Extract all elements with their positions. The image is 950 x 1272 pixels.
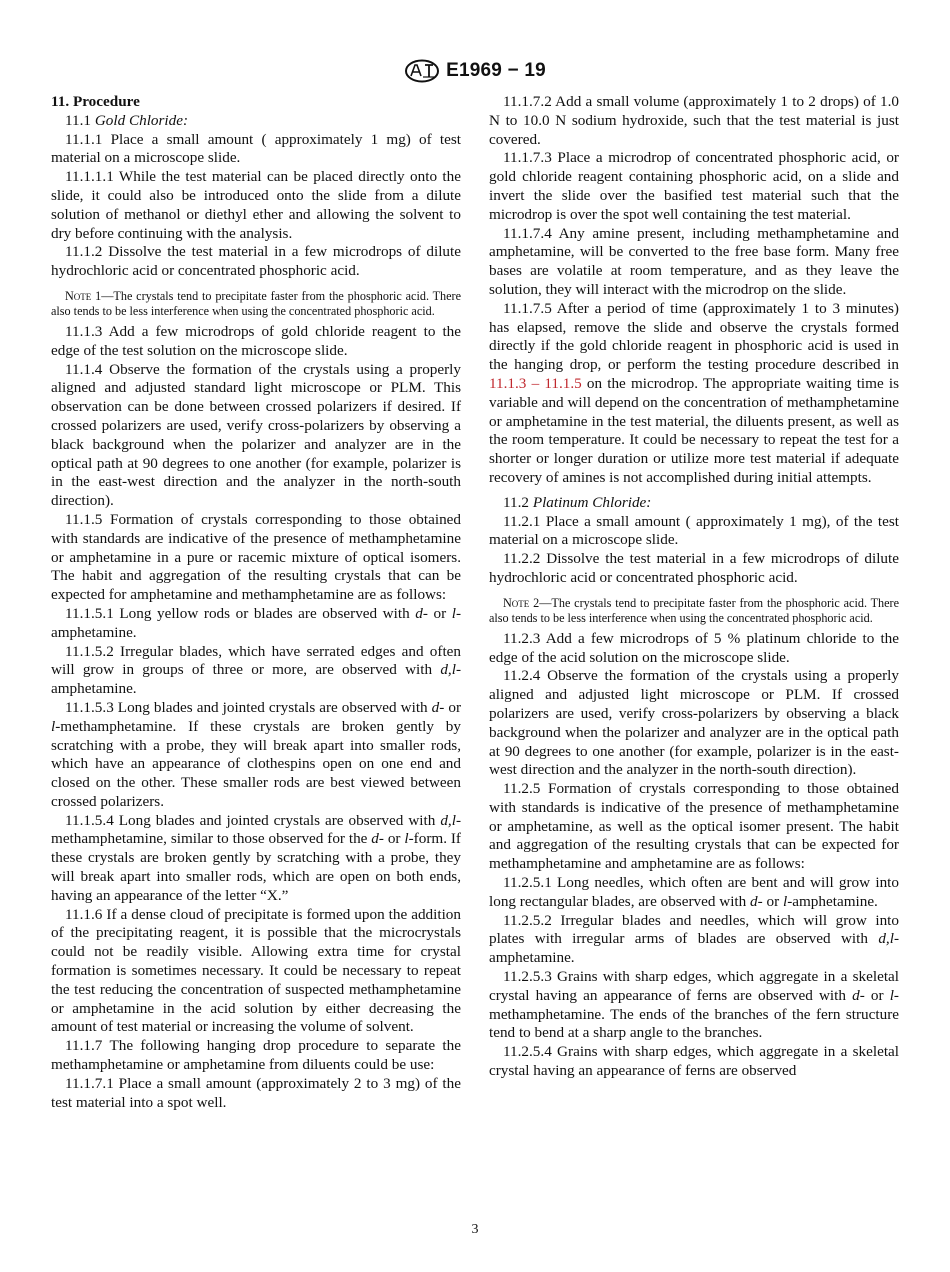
paragraph-11-2-5: 11.2.5 Formation of crystals corresponding to those obtained with standards is indicative of the presence of methamphetamine or amphetamine, as well as the optical isomer present. The habit and aggregation of the resulting crystals that can be expected for methamphetamine and amphetamine are as follows: <box>489 780 899 873</box>
paragraph-11-2-5-2: 11.2.5.2 Irregular blades and needles, which will grow into plates with irregular arms of blades are observed with d,l-amphetamine. <box>489 911 899 967</box>
paragraph-11-2-1: 11.2.1 Place a small amount ( approximately 1 mg), of the test material on a microscope slide. <box>489 512 899 549</box>
paragraph-11-1-2: 11.1.2 Dissolve the test material in a few microdrops of dilute hydrochloric acid or concentrated phosphoric acid. <box>51 243 461 280</box>
paragraph-11-1-7-2: 11.1.7.2 Add a small volume (approximately 1 to 2 drops) of 1.0 N to 10.0 N sodium hydroxide, such that the test material is just covered. <box>489 93 899 148</box>
paragraph-11-1-5-4: 11.1.5.4 Long blades and jointed crystals are observed with d,l-methamphetamine, similar to those observed for the d- or l-form. If these crystals are broken gently by scratching with a probe, they will break apart into smaller rods, which are open on both ends, having an appearance of the letter “X.” <box>51 811 461 904</box>
paragraph-11-1-5-1: 11.1.5.1 Long yellow rods or blades are observed with d- or l-amphetamine. <box>51 604 461 641</box>
paragraph-11-1-1: 11.1.1 Place a small amount ( approximately 1 mg) of test material on a microscope slide. <box>51 130 461 167</box>
paragraph-11-1-5-3: 11.1.5.3 Long blades and jointed crystals are observed with d- or l-methamphetamine. If these crystals are broken gently by scratching with a probe, they will break apart into smaller rods, which have an appearance of clothespins open on one end and closed on the other. These smaller rods are best viewed between crossed polarizers. <box>51 698 461 810</box>
paragraph-11-1-7-3: 11.1.7.3 Place a microdrop of concentrated phosphoric acid, or gold chloride reagent containing phosphoric acid, on a slide and invert the slide over the basified test material such that the microdrop is over the spot well containing the test material. <box>489 149 899 223</box>
paragraph-11-1-3: 11.1.3 Add a few microdrops of gold chloride reagent to the edge of the test solution on the microscope slide. <box>51 322 461 359</box>
paragraph-11-2-2: 11.2.2 Dissolve the test material in a few microdrops of dilute hydrochloric acid or concentrated phosphoric acid. <box>489 550 899 586</box>
paragraph-11-2-5-4: 11.2.5.4 Grains with sharp edges, which aggregate in a skeletal crystal having an appearance of ferns are observed <box>489 1043 899 1080</box>
paragraph-11-1-1-1: 11.1.1.1 While the test material can be placed directly onto the slide, it could also be introduced onto the slide from a dilute solution of methanol or diethyl ether and allowing the solvent to dry before continuing with the analysis. <box>51 168 461 242</box>
cross-reference-link[interactable]: 11.1.3 – 11.1.5 <box>489 374 582 392</box>
paragraph-11-1-7-1: 11.1.7.1 Place a small amount (approximately 2 to 3 mg) of the test material into a spot well. <box>51 1074 461 1111</box>
astm-logo-icon <box>404 59 440 83</box>
right-column <box>489 93 899 1081</box>
paragraph-11-1-7-4: 11.1.7.4 Any amine present, including methamphetamine and amphetamine, will be converted to the free base form. Many free bases are volatile at room temperature, and as they leave the solution, they will interact with the microdrop on the slide. <box>489 224 899 298</box>
paragraph-11-1: 11.1 Gold Chloride: <box>65 111 189 129</box>
paragraph-11-2-4: 11.2.4 Observe the formation of the crystals using a properly aligned and adjusted light microscope or PLM. If crossed polarizers are used, verify cross-polarizers by observing a black background when the polarizer and analyzer are in the optical path at 90 degrees to one another (for example, polarizer is in the east-west direction and the analyzer in the north-south direction). <box>489 667 899 779</box>
page-header <box>0 58 950 84</box>
paragraph-11-2-5-3: 11.2.5.3 Grains with sharp edges, which aggregate in a skeletal crystal having an appearance of ferns are observed with d- or l-methamphetamine. The ends of the branches of the fern structure tend to bend at a sharp angle to the branches. <box>489 968 899 1042</box>
paragraph-11-1-5: 11.1.5 Formation of crystals corresponding to those obtained with standards are indicative of the presence of methamphetamine or amphetamine in a pure or racemic mixture of optical isomers. The habit and aggregation of the resulting crystals that can be expected for amphetamine and methamphetamine are as follows: <box>51 510 461 604</box>
page-number: 3 <box>471 1222 479 1237</box>
paragraph-11-1-5-2: 11.1.5.2 Irregular blades, which have serrated edges and often will grow in groups of three or more, are observed with d,l-amphetamine. <box>51 642 461 698</box>
paragraph-11-2-3: 11.2.3 Add a few microdrops of 5 % platinum chloride to the edge of the acid solution on the microscope slide. <box>489 629 899 666</box>
paragraph-11-2: 11.2 Platinum Chloride: <box>503 493 652 511</box>
paragraph-11-2-5-1: 11.2.5.1 Long needles, which often are bent and will grow into long rectangular blades, are observed with d- or l-amphetamine. <box>489 874 899 910</box>
section-heading: 11. Procedure <box>51 93 140 110</box>
document-id: E1969 − 19 <box>446 60 546 81</box>
note-1: Note 1—The crystals tend to precipitate faster from the phosphoric acid. There also tends to be less interference when using the concentrated phosphoric acid. <box>51 288 462 318</box>
paragraph-11-1-4: 11.1.4 Observe the formation of the crystals using a properly aligned and adjusted standard light microscope or PLM. This observation can be done between crossed polarizers if desired. If crossed polarizers are used, verify cross-polarizers by observing a black background when the polarizer and analyzer are in the optical path at 90 degrees to one another (for example, polarizer is in the east-west direction and the analyzer in the north-south direction). <box>51 360 461 510</box>
left-column <box>51 93 461 1112</box>
paragraph-11-1-7: 11.1.7 The following hanging drop procedure to separate the methamphetamine or amphetamine from diluents could be use: <box>51 1037 461 1074</box>
note-2: Note 2—The crystals tend to precipitate faster from the phosphoric acid. There also tends to be less interference when using the concentrated phosphoric acid. <box>489 595 900 625</box>
paragraph-11-1-6: 11.1.6 If a dense cloud of precipitate is formed upon the addition of the precipitating reagent, it is possible that the microcrystals could not be readily visible. Allowing extra time for crystal formation is sometimes necessary. It could be necessary to repeat the test reducing the concentration of suspected methamphetamine or amphetamine in the acid solution by either decreasing the amount of test material or increasing the volume of solvent. <box>51 905 461 1036</box>
paragraph-11-1-7-5: 11.1.7.5 After a period of time (approximately 1 to 3 minutes) has elapsed, remove the slide and observe the crystals formed directly if the gold chloride reagent in phosphoric acid is used in the hanging drop, or perform the testing procedure described in 11.1.3 – 11.1.5 on the microdrop. The appropriate waiting time is variable and will depend on the concentration of methamphetamine or amphetamine in the test material, the diluents present, as well as the room temperature. It could be necessary to repeat the test for a shorter or longer duration or utilize more test material if adequate recovery of amines is not accomplished during initial attempts. <box>489 299 899 486</box>
